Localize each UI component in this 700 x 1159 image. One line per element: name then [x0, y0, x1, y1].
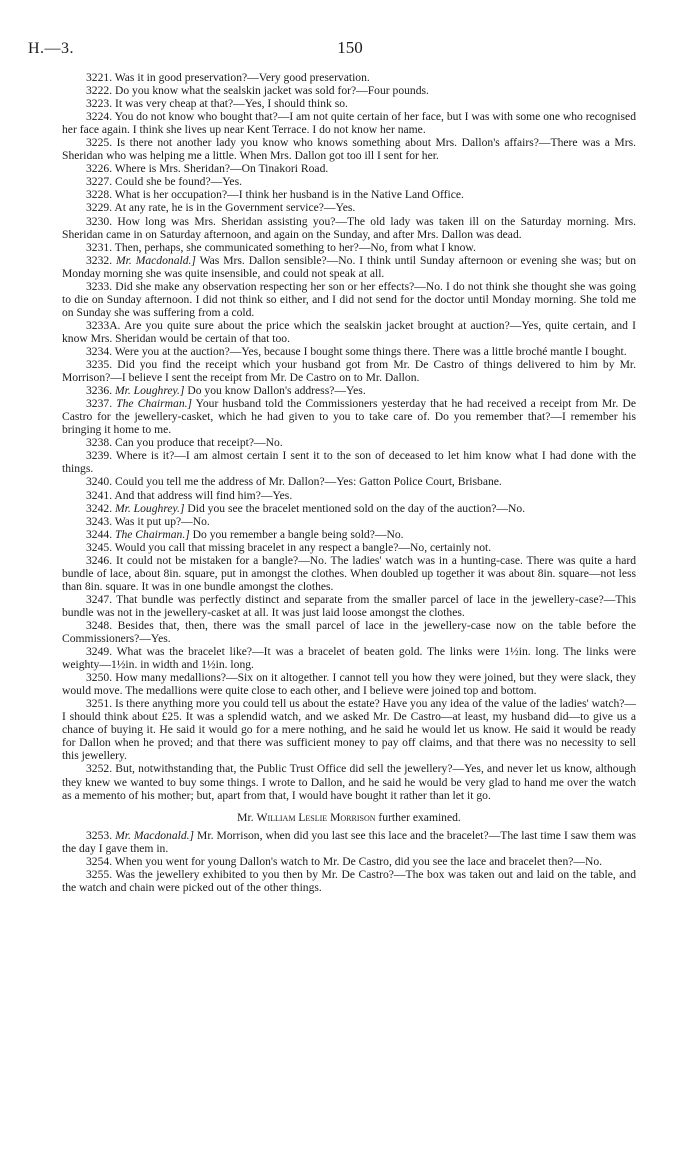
speaker-name: Mr. Loughrey.]: [115, 384, 185, 398]
question-text: Do you know Dallon's address?—Yes.: [184, 384, 366, 398]
testimony-paragraph: 3240. Could you tell me the address of Mr. Dallon?—Yes: Gatton Police Court, Brisbane.: [86, 475, 502, 489]
speaker-name: Mr. Loughrey.]: [115, 501, 185, 515]
question-text: Was Mrs. Dallon sensible?—No. I think until Sunday afternoon or evening she was; but on Monday morning she was quite insensible, and could not speak at all.: [62, 253, 637, 280]
testimony-paragraph: 3247. That bundle was perfectly distinct and separate from the smaller parcel of lace in the jewellery-case?—This bundle was not in the jewellery-casket at all. It was just laid loose amongst the clothes.: [62, 592, 636, 619]
testimony-paragraph: 3228. What is her occupation?—I think her husband is in the Native Land Office.: [86, 188, 464, 202]
testimony-paragraph: 3255. Was the jewellery exhibited to you then by Mr. De Castro?—The box was taken out and laid on the table, and the watch and chain were picked out of the other things.: [62, 867, 636, 894]
testimony-paragraph: 3254. When you went for young Dallon's watch to Mr. De Castro, did you see the lace and bracelet then?—No.: [86, 854, 603, 868]
testimony-body: [62, 71, 636, 894]
speaker-name: The Chairman.]: [115, 527, 190, 541]
question-text: Your husband told the Commissioners yesterday that he had received a receipt from Mr. De Castro for the jewellery-casket, which he had given to you to take care of. Do you remember that?—I remember his bringing it home to me.: [62, 397, 636, 437]
testimony-paragraph: 3235. Did you find the receipt which your husband got from Mr. De Castro of things delivered to him by Mr. Morrison?—I believe I sent the receipt from Mr. De Castro on to Mr. Dallon.: [62, 358, 636, 385]
testimony-paragraph: 3233. Did she make any observation respecting her son or her effects?—No. I do not think she thought she was going to die on Sunday afternoon. I did not think so either, and I did not send for the doctor until Monday morning. She told me on Sunday she was suffering from a cold.: [62, 279, 636, 319]
testimony-paragraph: [62, 502, 636, 515]
witness-name: William Leslie Morrison: [256, 810, 376, 824]
testimony-paragraph: 3224. You do not know who bought that?—I am not quite certain of her face, but I was with some one who recognised her face again. I think she lives up near Kent Terrace. I do not know her name.: [62, 110, 636, 137]
testimony-paragraph: 3233A. Are you quite sure about the price which the sealskin jacket brought at auction?—Yes, quite certain, and I know Mrs. Sheridan would be certain of that too.: [62, 318, 636, 345]
testimony-paragraph: [62, 397, 636, 436]
testimony-paragraph: [62, 528, 636, 541]
testimony-paragraph: 3234. Were you at the auction?—Yes, because I bought some things there. There was a little broché mantle I bought.: [86, 344, 627, 358]
question-number: 3253.: [86, 828, 113, 842]
testimony-paragraph: 3246. It could not be mistaken for a bangle?—No. The ladies' watch was in a hunting-case. There was quite a hard bundle of lace, about 8in. square, put in amongst the clothes. When doubled up together it was about 8in. square—not less than 8in. square. It was in one bundle amongst the clothes.: [62, 553, 636, 593]
testimony-paragraph: 3252. But, notwithstanding that, the Public Trust Office did sell the jewellery?—Yes, and never let us know, although they knew we wanted to buy some things. I wrote to Dallon, and he said he would be very glad to hand me over the watch as a memento of his mother; but, apart from that, I would have bought it rather than let it go.: [62, 762, 636, 802]
testimony-paragraph: 3238. Can you produce that receipt?—No.: [86, 436, 283, 450]
speaker-name: Mr. Macdonald.]: [116, 253, 196, 267]
testimony-paragraph: [62, 254, 636, 280]
testimony-paragraph: 3225. Is there not another lady you know who knows something about Mrs. Dallon's affairs?—There was a Mrs. Sheridan who was helping me a little. When Mrs. Dallon got too ill I sent for her.: [62, 136, 636, 163]
testimony-paragraph: 3251. Is there anything more you could tell us about the estate? Have you any idea of the value of the ladies' watch?—I should think about £25. It was a splendid watch, and we asked Mr. De Castro—at least, my husband did—to give us a chance of buying it. He said it would go for a mere nothing, and he said he would let us know. He said it would be ready for Dallon when he proved; and that there was sufficient money to pay off claims, and that there was no necessity to sell this jewellery.: [62, 697, 636, 763]
speaker-name: The Chairman.]: [116, 397, 193, 411]
testimony-paragraph: 3239. Where is it?—I am almost certain I sent it to the son of deceased to let him know what I had done with the things.: [62, 449, 636, 476]
testimony-paragraph: 3241. And that address will find him?—Yes.: [86, 488, 293, 502]
question-text: Do you remember a bangle being sold?—No.: [189, 527, 404, 541]
testimony-paragraph: 3223. It was very cheap at that?—Yes, I should think so.: [86, 97, 348, 111]
question-number: 3244.: [86, 527, 113, 541]
testimony-paragraph: 3245. Would you call that missing bracelet in any respect a bangle?—No, certainly not.: [86, 540, 492, 554]
speaker-name: Mr. Macdonald.]: [115, 828, 195, 842]
testimony-paragraph: 3249. What was the bracelet like?—It was a bracelet of beaten gold. The links were 1½in. long. The links were weighty—1½in. in width and 1½in. long.: [62, 645, 636, 672]
testimony-paragraph: 3231. Then, perhaps, she communicated something to her?—No, from what I know.: [86, 240, 476, 254]
series-code: H.—3.: [28, 40, 75, 57]
question-number: 3236.: [86, 384, 113, 398]
testimony-paragraph: 3230. How long was Mrs. Sheridan assisting you?—The old lady was taken ill on the Saturday morning. Mrs. Sheridan came in on Saturday afternoon, and again on the Sunday, and after Mrs. Dallon was dead.: [62, 214, 636, 241]
testimony-paragraph: 3243. Was it put up?—No.: [86, 514, 210, 528]
question-text: Mr. Morrison, when did you last see this lace and the bracelet?—The last time I saw them was the day I gave them in.: [62, 828, 636, 855]
testimony-paragraph: 3227. Could she be found?—Yes.: [86, 175, 242, 189]
page-number: 150: [337, 38, 363, 57]
testimony-paragraph: 3250. How many medallions?—Six on it altogether. I cannot tell you how they were joined, but they were slack, they would move. The medallions were quite close to each other, and I believe were joined top and bottom.: [62, 671, 636, 698]
question-number: 3232.: [86, 253, 113, 267]
testimony-paragraph: 3226. Where is Mrs. Sheridan?—On Tinakori Road.: [86, 162, 329, 176]
testimony-paragraph: [62, 384, 636, 397]
testimony-paragraph: [62, 829, 636, 855]
witness-heading: Mr. William Leslie Morrison further examined.: [237, 810, 461, 824]
question-text: Did you see the bracelet mentioned sold on the day of the auction?—No.: [184, 501, 526, 515]
testimony-paragraph: 3222. Do you know what the sealskin jacket was sold for?—Four pounds.: [86, 84, 429, 98]
testimony-paragraph: 3248. Besides that, then, there was the small parcel of lace in the jewellery-case now on the table before the Commissioners?—Yes.: [62, 618, 636, 646]
testimony-paragraph: 3229. At any rate, he is in the Government service?—Yes.: [86, 201, 356, 215]
testimony-paragraph: 3221. Was it in good preservation?—Very good preservation.: [86, 71, 370, 84]
question-number: 3242.: [86, 501, 113, 515]
question-number: 3237.: [86, 397, 113, 411]
